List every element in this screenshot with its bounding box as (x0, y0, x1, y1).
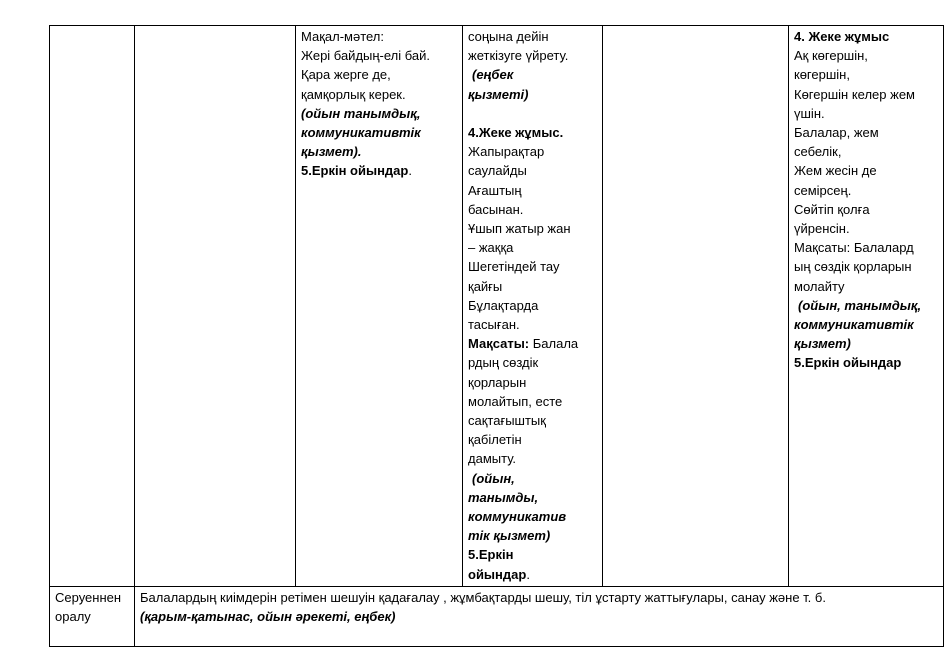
poem-line: қайғы (468, 278, 503, 294)
activity-type: тік қызмет) (468, 528, 551, 544)
text-line: Қара жерге де, (301, 67, 391, 83)
poem-line: басынан. (468, 201, 524, 217)
activity-type: коммуникативтік (794, 317, 914, 333)
poem-line: Ағаштың (468, 182, 522, 198)
poem-line: саулайды (468, 163, 527, 179)
poem-line: Ақ көгершін, (794, 48, 868, 64)
goal-text: молайту (794, 278, 845, 294)
poem-line: Жем жесін де (794, 163, 877, 179)
activity-type: қызмет). (301, 144, 362, 160)
poem-line: Ұшып жатыр жан (468, 221, 571, 237)
return-description: Балалардың киімдерін ретімен шешуін қадағалау , жұмбақтарды шешу, тіл ұстарту жаттығулары, санау және т. б. (140, 589, 826, 605)
activity-type: (ойын, танымдық, (798, 297, 922, 313)
punctuation: . (408, 163, 412, 179)
poem-line: үйренсін. (794, 221, 850, 237)
activity-type: қызмет) (794, 336, 851, 352)
activity-type: (ойын, (472, 470, 515, 486)
poem-line: Шегетіндей тау (468, 259, 560, 275)
text-line: қамқорлық керек. (301, 86, 406, 102)
poem-line: көгершін, (794, 67, 850, 83)
row-label: Серуеннен (55, 589, 122, 605)
poem-line: – жаққа (468, 240, 514, 256)
text-line: Мақал-мәтел: (301, 29, 385, 44)
activity-type: коммуникативтік (301, 125, 421, 141)
goal-text: молайтып, есте (468, 393, 563, 409)
activity-type: қызметі) (468, 86, 529, 102)
activity-type: коммуникатив (468, 509, 567, 525)
goal-text: дамыту. (468, 451, 517, 467)
activity-type: (ойын танымдық, (301, 105, 421, 121)
poem-line: Жапырақтар (468, 144, 545, 160)
individual-work-cell-2 (789, 26, 944, 587)
text-line: жеткізуге үйрету. (468, 48, 569, 64)
activity-type: (еңбек (472, 67, 514, 83)
return-from-walk-row (50, 586, 944, 646)
empty-cell-2 (135, 26, 296, 587)
goal-text: Балала (532, 336, 579, 352)
activities-row (50, 26, 944, 587)
poem-line: Көгершін келер жем (794, 86, 915, 102)
section-heading: 4.Жеке жұмыс. (468, 125, 564, 141)
poem-line: тасыған. (468, 317, 520, 333)
goal-text: Мақсаты: Балалард (794, 240, 914, 256)
goal-text: ың сөздік қорларын (794, 259, 912, 275)
goal-text: қорларын (468, 374, 527, 390)
punctuation: . (526, 566, 530, 582)
free-play-heading: 5.Еркін (468, 547, 514, 563)
goal-text: қабілетін (468, 432, 522, 448)
text-line: Жері байдың-елі бай. (301, 48, 431, 64)
activity-type: танымды, (468, 489, 539, 505)
poem-line: Сөйтіп қолға (794, 201, 870, 217)
poem-line: Балалар, жем (794, 125, 879, 141)
poem-line: себелік, (794, 144, 842, 160)
poem-line: үшін. (794, 105, 825, 121)
proverb-cell (296, 26, 463, 587)
section-heading: 4. Жеке жұмыс (794, 29, 890, 44)
free-play-heading: ойындар (468, 566, 527, 582)
return-label-cell (50, 586, 135, 646)
daily-plan-table (49, 25, 944, 647)
text-line: соңына дейін (468, 29, 549, 44)
individual-work-cell (463, 26, 603, 587)
row-label: оралу (55, 609, 91, 625)
return-content-cell (135, 586, 944, 646)
free-play-heading: 5.Еркін ойындар (301, 163, 409, 179)
goal-text: сақтағыштық (468, 413, 546, 429)
free-play-heading: 5.Еркін ойындар (794, 355, 902, 371)
goal-text: рдың сөздік (468, 355, 539, 371)
poem-line: Бұлақтарда (468, 297, 539, 313)
empty-cell-1 (50, 26, 135, 587)
activity-type: (қарым-қатынас, ойын әрекеті, еңбек) (140, 609, 396, 625)
poem-line: семірсең. (794, 182, 852, 198)
goal-label: Мақсаты: (468, 336, 530, 352)
empty-cell-5 (603, 26, 789, 587)
